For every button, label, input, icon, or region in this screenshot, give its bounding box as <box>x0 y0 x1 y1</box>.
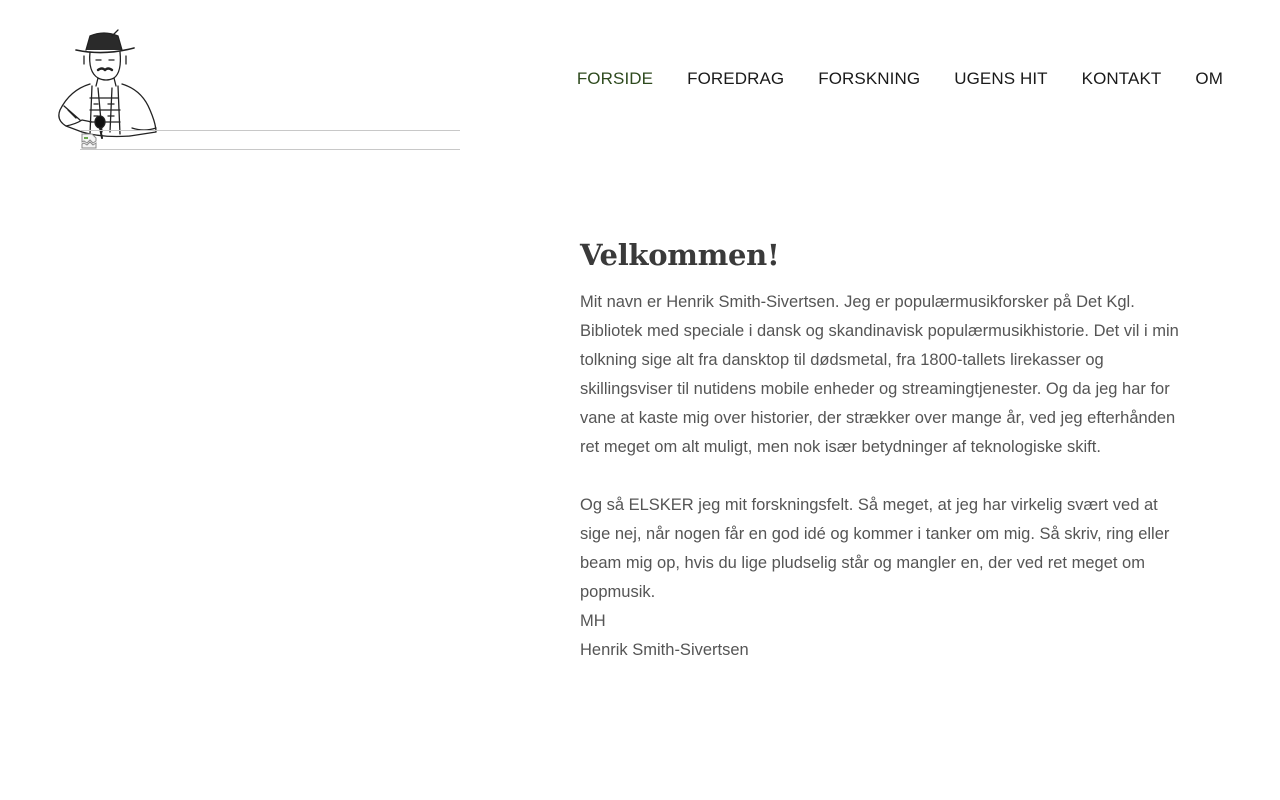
nav-item-forside[interactable]: FORSIDE <box>576 69 654 88</box>
main-navigation <box>577 69 1223 89</box>
broken-image-icon <box>81 133 97 149</box>
paragraph-spacer <box>580 462 1190 491</box>
broken-image-placeholder <box>80 130 460 150</box>
signoff-initials: MH <box>580 612 606 630</box>
site-logo[interactable] <box>46 28 162 140</box>
welcome-section <box>580 238 1190 665</box>
signoff-name: Henrik Smith-Sivertsen <box>580 641 749 659</box>
nav-item-kontakt[interactable]: KONTAKT <box>1081 69 1162 88</box>
nav-item-ugens-hit[interactable]: UGENS HIT <box>954 69 1048 88</box>
nav-item-om[interactable]: OM <box>1195 69 1223 88</box>
man-with-hat-logo-icon <box>46 28 162 140</box>
nav-item-forskning[interactable]: FORSKNING <box>818 69 921 88</box>
intro-paragraph: Mit navn er Henrik Smith-Sivertsen. Jeg er populærmusikforsker på Det Kgl. Bibliotek med speciale i dansk og skandinavisk populærmusikhistorie. Det vil i min tolkning sige alt fra dansktop til dødsmetal, fra 1800-tallets lirekasser og skillingsviser til nutidens mobile enheder og streamingtjenester. Og da jeg har for vane at kaste mig over historier, der strækker over mange år, ved jeg efterhånden ret meget om alt muligt, men nok især betydninger af teknologiske skift. <box>580 293 1179 456</box>
nav-item-foredrag[interactable]: FOREDRAG <box>687 69 785 88</box>
second-paragraph: Og så ELSKER jeg mit forskningsfelt. Så meget, at jeg har virkelig svært ved at sige nej, når nogen får en god idé og kommer i tanker om mig. Så skriv, ring eller beam mig op, hvis du lige pludselig står og mangler en, der ved ret meget om popmusik. <box>580 496 1170 601</box>
page-title: Velkommen! <box>580 238 780 272</box>
